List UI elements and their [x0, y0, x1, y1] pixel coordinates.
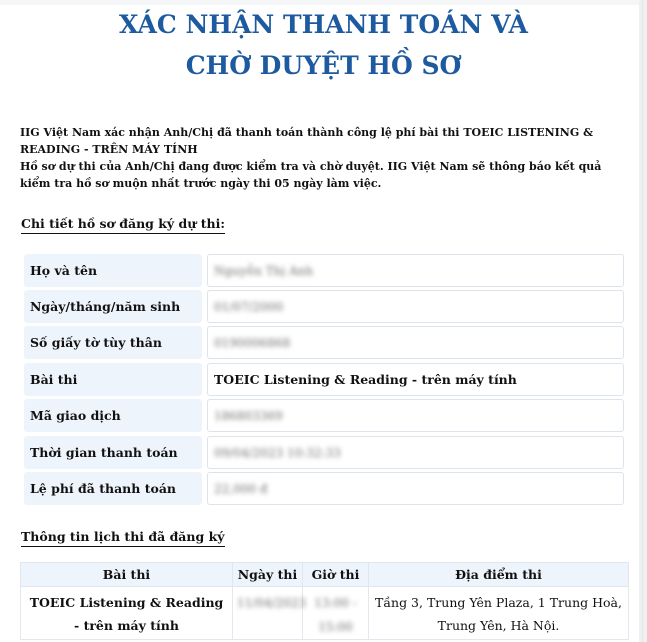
detail-row-exam [24, 363, 624, 396]
detail-row-date-of-birth [24, 290, 624, 323]
registration-details-heading: Chi tiết hồ sơ đăng ký dự thi: [21, 215, 225, 234]
table-row [21, 587, 629, 640]
table-header-row [21, 563, 629, 587]
redacted-value: 22,000 đ [214, 482, 268, 496]
redacted-value: 01/07/2000 [214, 300, 284, 314]
detail-row-payment-time [24, 436, 624, 469]
detail-row-fee-paid [24, 472, 624, 505]
redacted-value: Nguyễn Thị Anh [214, 264, 314, 278]
payment-confirmation-text: IIG Việt Nam xác nhận Anh/Chị đã thanh toán thành công lệ phí bài thi TOEIC LISTENING & READING - TRÊN MÁY TÍNH [20, 126, 594, 156]
cell-exam: TOEIC Listening & Reading - trên máy tính [21, 587, 233, 640]
redacted-value: 186803369 [214, 409, 283, 423]
cell-time [303, 587, 369, 640]
detail-label: Bài thi [24, 363, 202, 396]
detail-label: Ngày/tháng/năm sinh [24, 290, 202, 323]
page-title [0, 4, 647, 86]
exam-schedule-heading: Thông tin lịch thi đã đăng ký [21, 528, 225, 547]
detail-value-date-of-birth [207, 290, 624, 323]
detail-row-id-number [24, 326, 624, 359]
detail-label: Thời gian thanh toán [24, 436, 202, 469]
redacted-value: 09/04/2023 10:32:33 [214, 446, 341, 460]
column-header-date: Ngày thi [233, 563, 303, 587]
detail-label: Mã giao dịch [24, 399, 202, 432]
detail-row-transaction-id [24, 399, 624, 432]
detail-label: Họ và tên [24, 254, 202, 287]
detail-value-fee-paid [207, 472, 624, 505]
column-header-time: Giờ thi [303, 563, 369, 587]
redacted-value: 13:00 - 15:00 [314, 596, 357, 634]
column-header-location: Địa điểm thi [369, 563, 629, 587]
exam-schedule-table [20, 562, 629, 640]
detail-value-exam: TOEIC Listening & Reading - trên máy tính [207, 363, 624, 396]
detail-label: Số giấy tờ tùy thân [24, 326, 202, 359]
redacted-value: 11/04/2023 [237, 596, 307, 610]
cell-date [233, 587, 307, 640]
detail-value-full-name [207, 254, 624, 287]
page-title-line-1: XÁC NHẬN THANH TOÁN VÀ [119, 10, 528, 39]
detail-value-payment-time [207, 436, 624, 469]
column-header-exam: Bài thi [21, 563, 233, 587]
detail-value-id-number [207, 326, 624, 359]
vertical-scrollbar[interactable] [639, 0, 647, 642]
page-title-line-2: CHỜ DUYỆT HỒ SƠ [185, 51, 462, 80]
confirmation-message [20, 124, 632, 192]
scrollbar-track[interactable] [642, 0, 643, 642]
detail-label: Lệ phí đã thanh toán [24, 472, 202, 505]
review-notice-text: Hồ sơ dự thi của Anh/Chị đang được kiểm tra và chờ duyệt. IIG Việt Nam sẽ thông báo kết quả kiểm tra hồ sơ muộn nhất trước ngày thi 05 ngày làm việc. [20, 160, 602, 190]
detail-row-full-name [24, 254, 624, 287]
cell-location: Tầng 3, Trung Yên Plaza, 1 Trung Hoà, Trung Yên, Hà Nội. [369, 587, 629, 640]
detail-value-transaction-id [207, 399, 624, 432]
redacted-value: 0190006868 [214, 336, 291, 350]
